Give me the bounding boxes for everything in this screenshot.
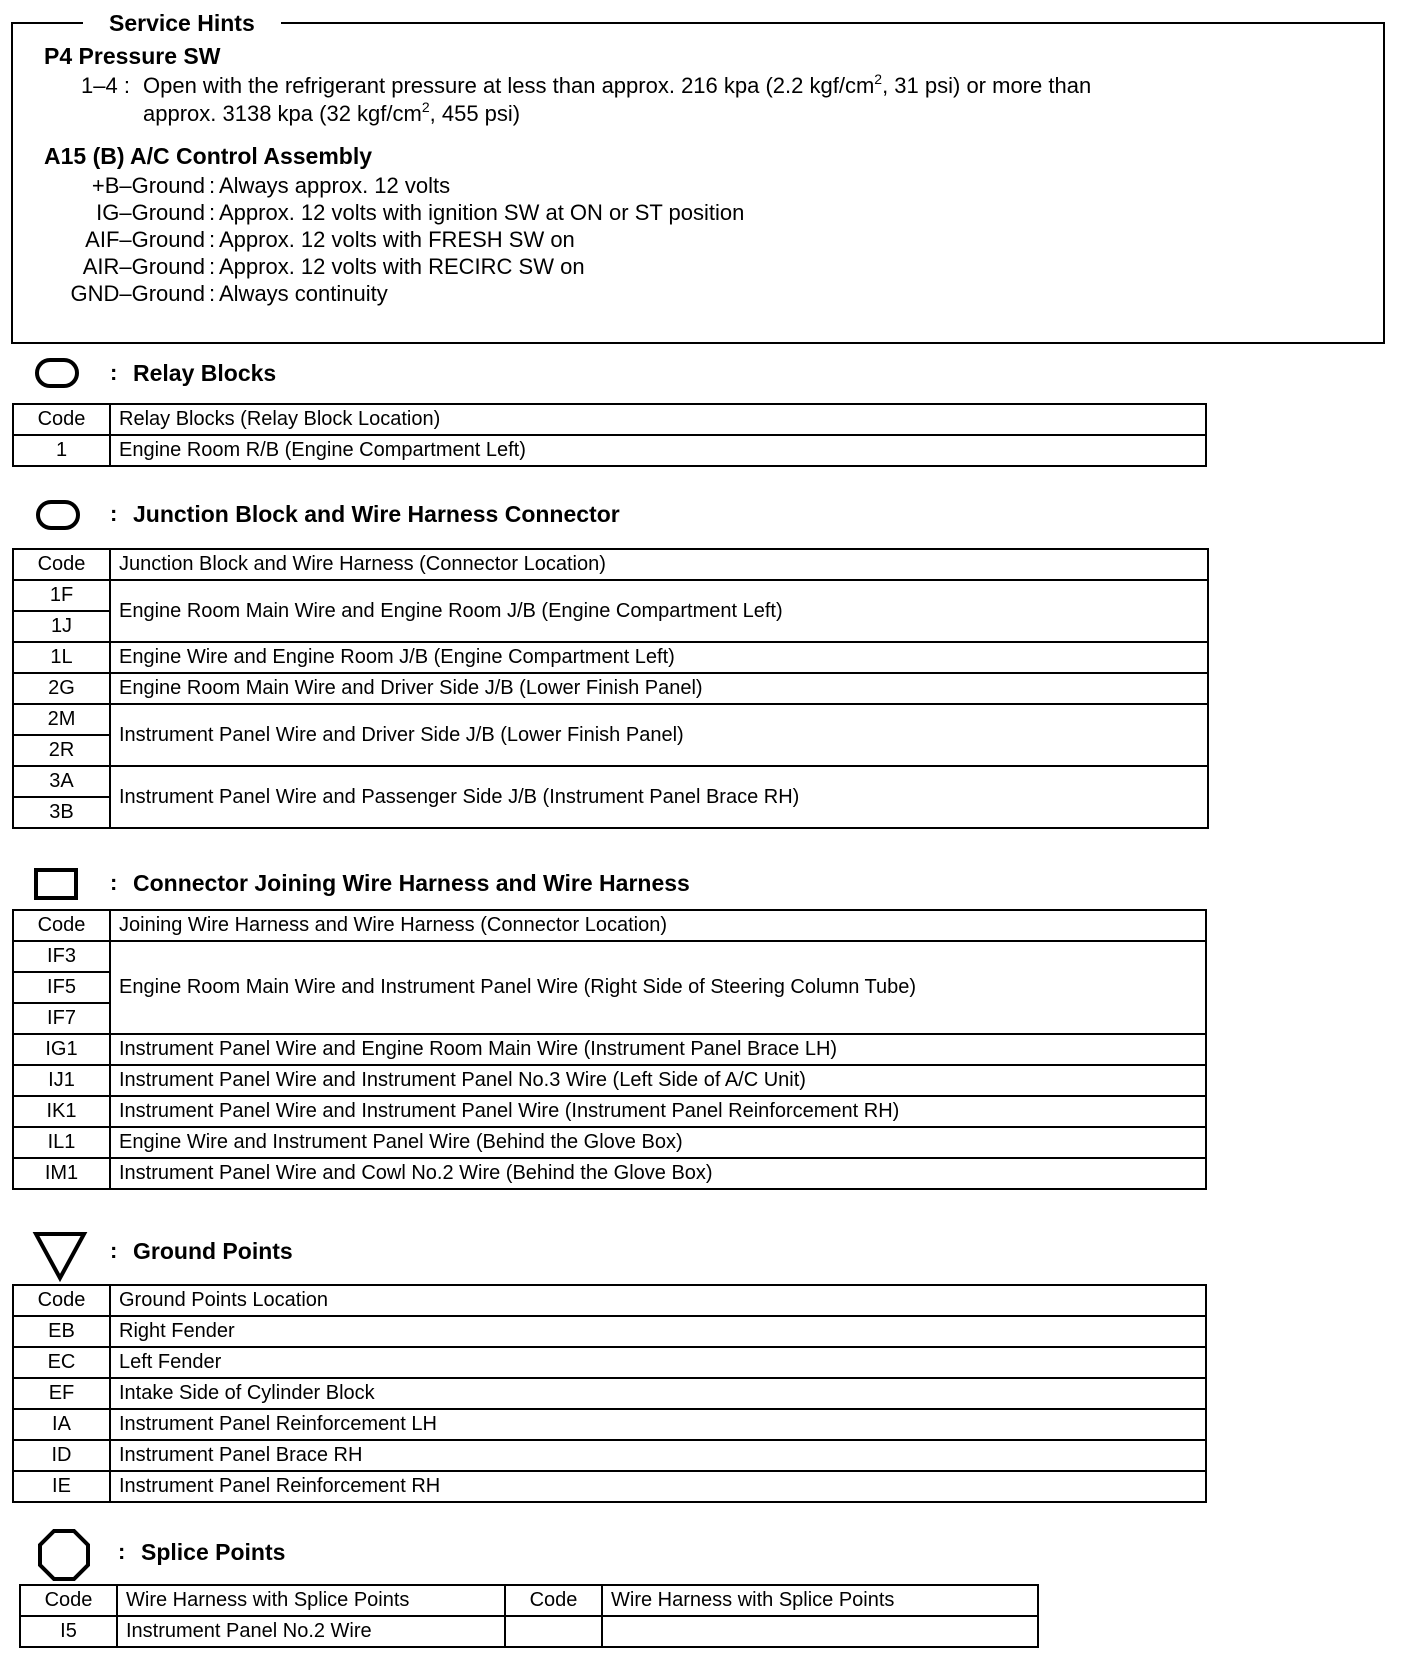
table-row bbox=[13, 1316, 1206, 1347]
splice-point-symbol-icon bbox=[36, 1527, 92, 1583]
a15-description: Approx. 12 volts with ignition SW at ON or ST position bbox=[219, 200, 745, 225]
table-row bbox=[13, 766, 1208, 797]
description-cell: Instrument Panel Reinforcement RH bbox=[110, 1471, 1206, 1502]
code-cell: 1L bbox=[13, 642, 110, 673]
a15-description: Approx. 12 volts with FRESH SW on bbox=[219, 227, 575, 252]
a15-terminal: AIF–Ground bbox=[85, 227, 205, 252]
p4-line-1b: , 31 psi) or more than bbox=[882, 73, 1092, 98]
description-cell: Instrument Panel Reinforcement LH bbox=[110, 1409, 1206, 1440]
table-row bbox=[13, 1378, 1206, 1409]
p4-line-1 bbox=[143, 72, 1091, 100]
description-header: Junction Block and Wire Harness (Connector Location) bbox=[110, 549, 1208, 580]
code-cell: IE bbox=[13, 1471, 110, 1502]
code-cell: IF5 bbox=[13, 972, 110, 1003]
junction-block-table bbox=[12, 548, 1209, 829]
description-header: Wire Harness with Splice Points bbox=[602, 1585, 1038, 1616]
description-cell: Instrument Panel Wire and Engine Room Main Wire (Instrument Panel Brace LH) bbox=[110, 1034, 1206, 1065]
code-cell: IG1 bbox=[13, 1034, 110, 1065]
a15-description: Always approx. 12 volts bbox=[219, 173, 451, 198]
description-cell: Intake Side of Cylinder Block bbox=[110, 1378, 1206, 1409]
table-row bbox=[20, 1616, 1038, 1647]
a15-colon: : bbox=[209, 254, 216, 279]
description-header: Ground Points Location bbox=[110, 1285, 1206, 1316]
a15-terminal: +B–Ground bbox=[91, 173, 205, 198]
p4-line-2b: , 455 psi) bbox=[429, 101, 521, 126]
service-hints-box bbox=[11, 10, 1385, 344]
code-cell: 2M bbox=[13, 704, 110, 735]
code-cell: EB bbox=[13, 1316, 110, 1347]
table-header-row bbox=[13, 1285, 1206, 1316]
p4-pin-label: 1–4 bbox=[81, 73, 118, 98]
code-cell: EC bbox=[13, 1347, 110, 1378]
connector-colon: : bbox=[110, 870, 118, 895]
code-cell: ID bbox=[13, 1440, 110, 1471]
description-header: Relay Blocks (Relay Block Location) bbox=[110, 404, 1206, 435]
service-hints-title: Service Hints bbox=[83, 10, 281, 36]
table-header-row bbox=[13, 404, 1206, 435]
code-header: Code bbox=[20, 1585, 117, 1616]
description-cell: Engine Wire and Instrument Panel Wire (Behind the Glove Box) bbox=[110, 1127, 1206, 1158]
connector-symbol-icon bbox=[33, 862, 83, 902]
p4-line-1a: Open with the refrigerant pressure at less than approx. 216 kpa (2.2 kgf/cm bbox=[143, 73, 875, 98]
ground-point-symbol-icon bbox=[32, 1230, 88, 1282]
code-cell: 2R bbox=[13, 735, 110, 766]
splice-points-colon: : bbox=[118, 1539, 126, 1564]
table-header-row bbox=[13, 549, 1208, 580]
a15-terminal: GND–Ground bbox=[70, 281, 205, 306]
description-cell: Left Fender bbox=[110, 1347, 1206, 1378]
description-cell: Engine Room Main Wire and Engine Room J/B (Engine Compartment Left) bbox=[110, 580, 1208, 642]
description-cell bbox=[602, 1616, 1038, 1647]
description-cell: Instrument Panel Wire and Instrument Panel No.3 Wire (Left Side of A/C Unit) bbox=[110, 1065, 1206, 1096]
relay-blocks-colon: : bbox=[110, 360, 118, 385]
description-cell: Instrument Panel Wire and Instrument Panel Wire (Instrument Panel Reinforcement RH) bbox=[110, 1096, 1206, 1127]
table-row bbox=[13, 1409, 1206, 1440]
table-row bbox=[13, 1471, 1206, 1502]
code-header: Code bbox=[13, 404, 110, 435]
p4-pin bbox=[81, 72, 130, 100]
table-row bbox=[13, 1347, 1206, 1378]
table-row bbox=[13, 1127, 1206, 1158]
a15-description: Always continuity bbox=[219, 281, 388, 306]
description-cell: Instrument Panel Wire and Passenger Side J/B (Instrument Panel Brace RH) bbox=[110, 766, 1208, 828]
description-cell: Instrument Panel No.2 Wire bbox=[117, 1616, 505, 1647]
description-cell: Engine Room R/B (Engine Compartment Left) bbox=[110, 435, 1206, 466]
table-row bbox=[13, 673, 1208, 704]
connector-label: Connector Joining Wire Harness and Wire Harness bbox=[133, 870, 690, 896]
description-cell: Instrument Panel Brace RH bbox=[110, 1440, 1206, 1471]
description-cell: Instrument Panel Wire and Cowl No.2 Wire (Behind the Glove Box) bbox=[110, 1158, 1206, 1189]
code-header: Code bbox=[13, 549, 110, 580]
code-cell: IL1 bbox=[13, 1127, 110, 1158]
code-cell: IJ1 bbox=[13, 1065, 110, 1096]
code-cell: 1J bbox=[13, 611, 110, 642]
code-cell: IF7 bbox=[13, 1003, 110, 1034]
junction-block-label: Junction Block and Wire Harness Connector bbox=[133, 501, 620, 527]
code-cell bbox=[505, 1616, 602, 1647]
junction-block-symbol-icon bbox=[34, 493, 84, 533]
p4-heading: P4 Pressure SW bbox=[44, 43, 221, 69]
p4-colon: : bbox=[123, 73, 130, 98]
relay-block-symbol-icon bbox=[33, 352, 83, 392]
description-header: Wire Harness with Splice Points bbox=[117, 1585, 505, 1616]
code-cell: I5 bbox=[20, 1616, 117, 1647]
ground-points-colon: : bbox=[110, 1238, 118, 1263]
splice-points-table bbox=[19, 1584, 1039, 1648]
code-cell: IM1 bbox=[13, 1158, 110, 1189]
a15-terminal: IG–Ground bbox=[96, 200, 205, 225]
code-cell: 3B bbox=[13, 797, 110, 828]
description-cell: Right Fender bbox=[110, 1316, 1206, 1347]
a15-colon: : bbox=[209, 200, 216, 225]
table-row bbox=[13, 1158, 1206, 1189]
table-row bbox=[13, 1440, 1206, 1471]
table-row bbox=[13, 941, 1206, 972]
code-header: Code bbox=[13, 1285, 110, 1316]
description-cell: Instrument Panel Wire and Driver Side J/B (Lower Finish Panel) bbox=[110, 704, 1208, 766]
table-row bbox=[13, 435, 1206, 466]
a15-colon: : bbox=[209, 227, 216, 252]
table-row bbox=[13, 704, 1208, 735]
p4-sup-2: 2 bbox=[421, 99, 430, 115]
description-header: Joining Wire Harness and Wire Harness (Connector Location) bbox=[110, 910, 1206, 941]
table-row bbox=[13, 580, 1208, 611]
ground-points-label: Ground Points bbox=[133, 1238, 293, 1264]
table-header-row bbox=[13, 910, 1206, 941]
relay-blocks-label: Relay Blocks bbox=[133, 360, 277, 386]
a15-description: Approx. 12 volts with RECIRC SW on bbox=[219, 254, 585, 279]
p4-line-2 bbox=[143, 100, 520, 128]
code-cell: 3A bbox=[13, 766, 110, 797]
code-header: Code bbox=[13, 910, 110, 941]
code-cell: IF3 bbox=[13, 941, 110, 972]
junction-block-colon: : bbox=[110, 501, 118, 526]
p4-sup-1: 2 bbox=[874, 71, 883, 87]
code-cell: 1 bbox=[13, 435, 110, 466]
code-cell: 2G bbox=[13, 673, 110, 704]
description-cell: Engine Wire and Engine Room J/B (Engine Compartment Left) bbox=[110, 642, 1208, 673]
a15-heading: A15 (B) A/C Control Assembly bbox=[44, 143, 373, 169]
a15-colon: : bbox=[209, 173, 216, 198]
code-cell: IK1 bbox=[13, 1096, 110, 1127]
connector-table bbox=[12, 909, 1207, 1190]
code-header: Code bbox=[505, 1585, 602, 1616]
description-cell: Engine Room Main Wire and Driver Side J/B (Lower Finish Panel) bbox=[110, 673, 1208, 704]
table-row bbox=[13, 1096, 1206, 1127]
table-row bbox=[13, 1065, 1206, 1096]
splice-points-label: Splice Points bbox=[141, 1539, 286, 1565]
a15-colon: : bbox=[209, 281, 216, 306]
relay-blocks-table bbox=[12, 403, 1207, 467]
table-row bbox=[13, 642, 1208, 673]
description-cell: Engine Room Main Wire and Instrument Panel Wire (Right Side of Steering Column Tube) bbox=[110, 941, 1206, 1034]
code-cell: IA bbox=[13, 1409, 110, 1440]
a15-terminal: AIR–Ground bbox=[82, 254, 205, 279]
code-cell: EF bbox=[13, 1378, 110, 1409]
code-cell: 1F bbox=[13, 580, 110, 611]
table-row bbox=[13, 1034, 1206, 1065]
p4-line-2a: approx. 3138 kpa (32 kgf/cm bbox=[143, 101, 422, 126]
ground-points-table bbox=[12, 1284, 1207, 1503]
table-header-row bbox=[20, 1585, 1038, 1616]
